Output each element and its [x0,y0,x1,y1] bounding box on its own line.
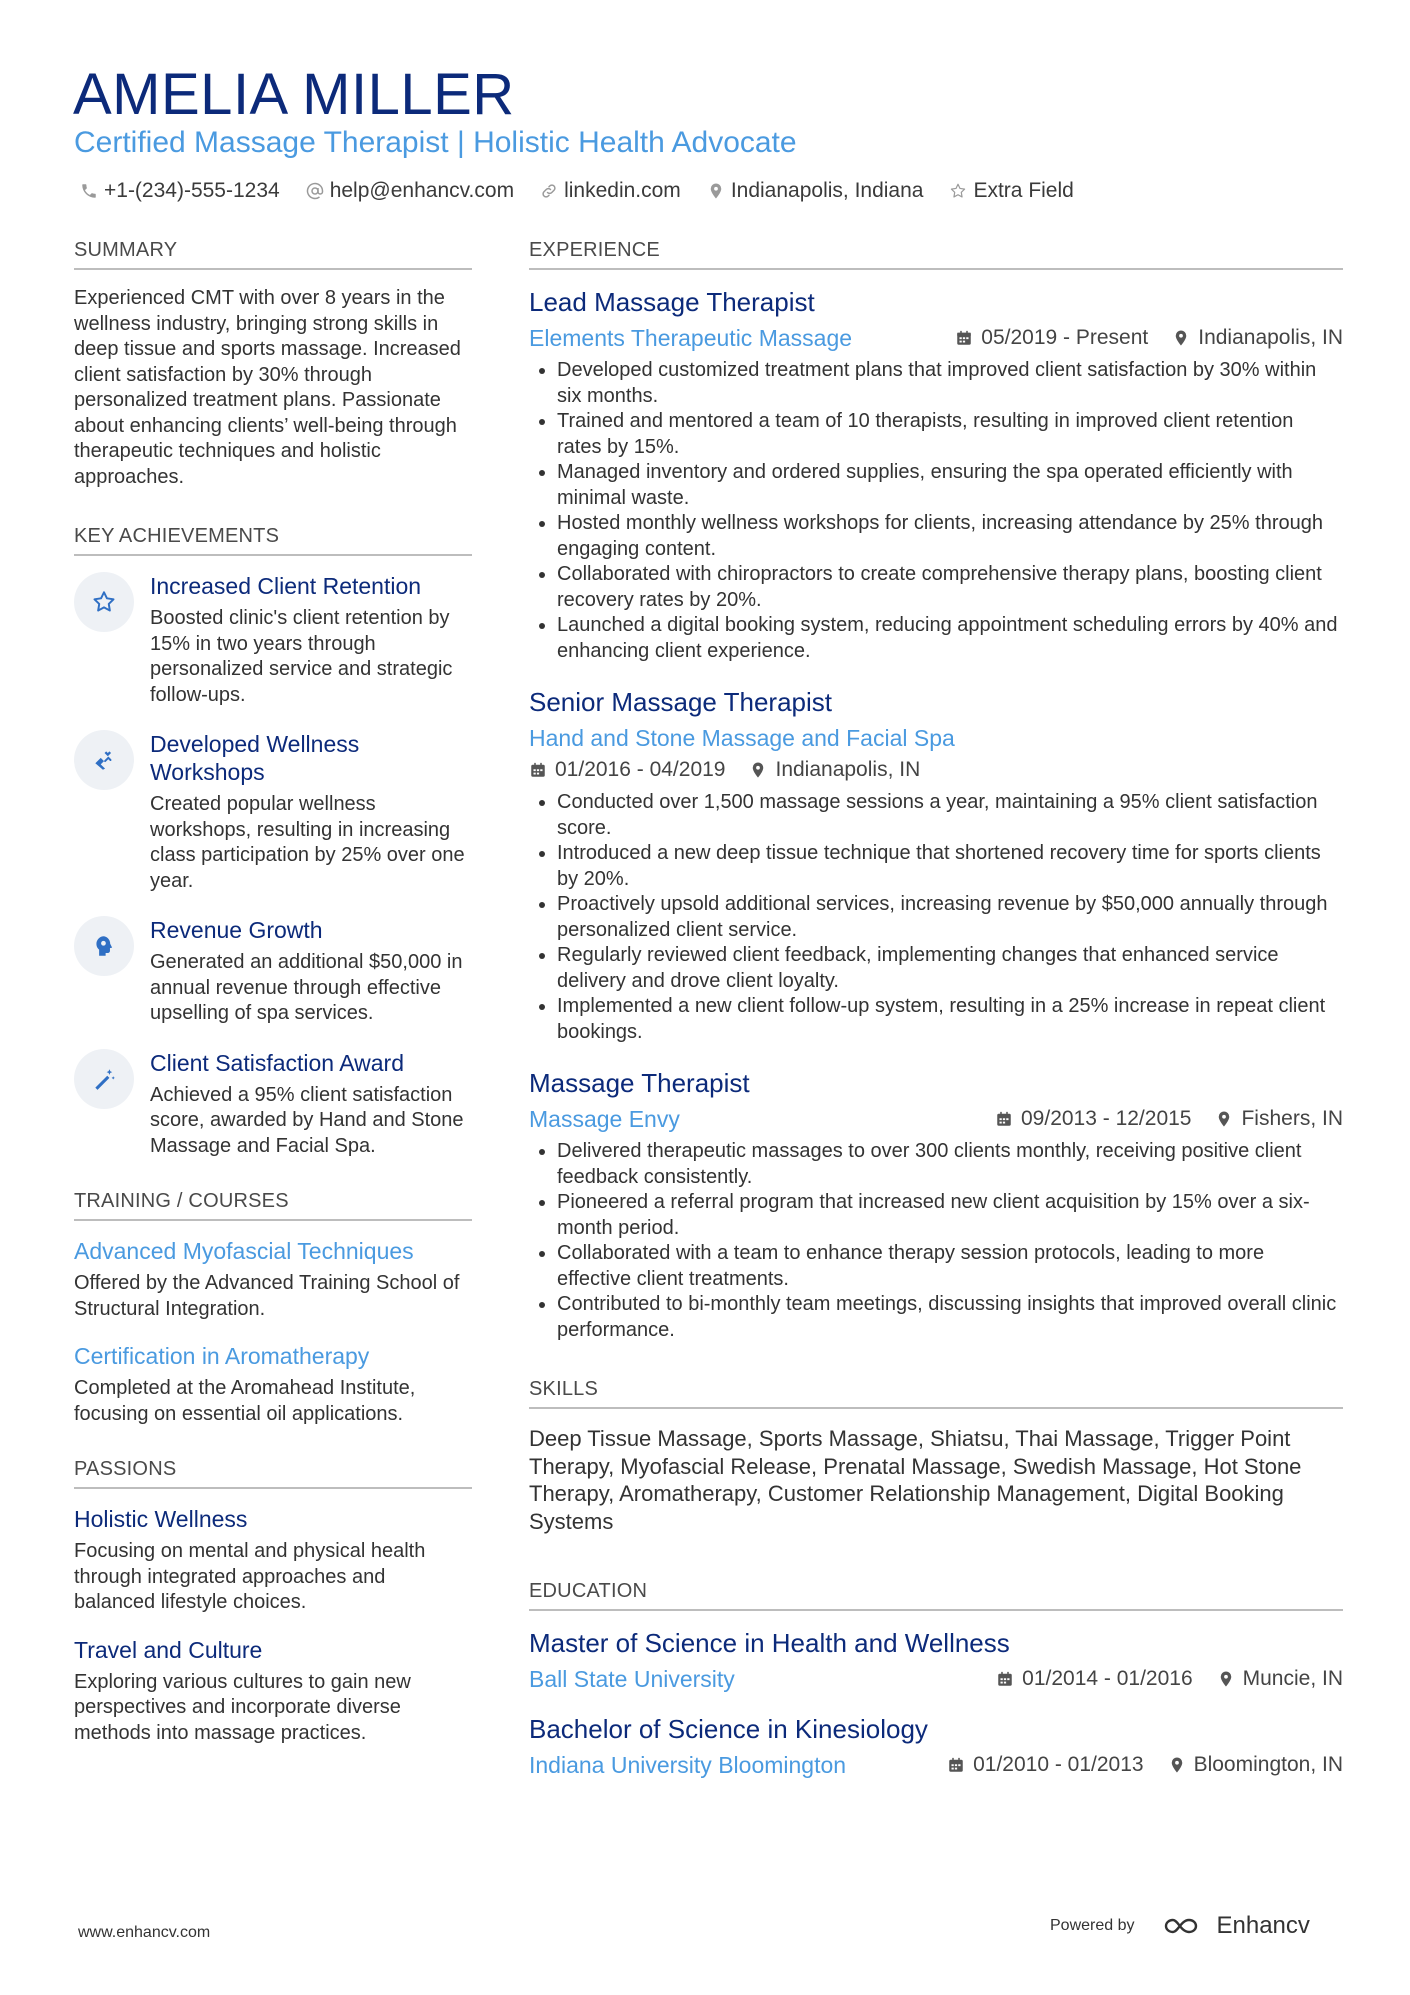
star-icon [91,589,117,615]
job-company: Hand and Stone Massage and Facial Spa [529,725,955,751]
job-meta [995,1103,1343,1135]
skills-section [529,1377,1343,1535]
passions-heading: PASSIONS [74,1457,472,1489]
contact-email-text: help@enhancv.com [329,179,515,202]
job-location-text: Indianapolis, IN [1198,326,1343,349]
job-company: Elements Therapeutic Massage [529,325,853,351]
achievement-text: Generated an additional $50,000 in annual revenue through effective upselling of spa services. [150,951,463,1024]
achievement-text: Created popular wellness workshops, resulting in increasing class participation by 25% over one year. [150,793,465,892]
achievement-item [74,916,472,1027]
job-location-text: Indianapolis, IN [775,758,921,781]
job-meta [529,754,920,786]
link-icon [540,182,558,200]
education-degree: Master of Science in Health and Wellness [529,1628,1010,1658]
education-school: Indiana University Bloomington [529,1752,847,1778]
contact-location [707,179,924,203]
job-entry [529,686,1343,1045]
left-column [74,238,472,1780]
course-text: Offered by the Advanced Training School of Structural Integration. [74,1272,460,1320]
achievement-icon-wrap [74,572,134,632]
achievement-icon-wrap [74,916,134,976]
job-bullet: • Conducted over 1,500 massage sessions a year, maintaining a 95% client satisfaction score. [557,790,1343,841]
head-brain-icon [91,933,117,959]
summary-heading: SUMMARY [74,238,472,270]
job-dates [529,754,725,786]
passion-item [74,1636,472,1747]
job-bullet: • Delivered therapeutic massages to over 300 clients monthly, receiving positive client feedback consistently. [557,1139,1343,1190]
job-bullets [529,1139,1343,1343]
achievements-heading: KEY ACHIEVEMENTS [74,524,472,556]
summary-text: Experienced CMT with over 8 years in the wellness industry, bringing strong skills in deep tissue and sports massage. Increased client satisfaction by 30% through personalized treatment plans. Passionate about enhancing clients’ well-being through therapeutic techniques and holistic approaches. [74,287,461,488]
phone-icon [80,182,98,200]
job-bullet: • Proactively upsold additional services, increasing revenue by $50,000 annually through personalized client service. [557,892,1343,943]
achievements-section [74,524,472,1159]
job-bullet: • Collaborated with chiropractors to create comprehensive therapy plans, boosting client recovery rates by 20%. [557,562,1343,613]
job-location [749,754,920,786]
job-dates-text: 09/2013 - 12/2015 [1021,1107,1192,1130]
job-bullet: • Launched a digital booking system, reducing appointment scheduling errors by 40% and enhancing client experience. [557,613,1343,664]
job-bullet: • Regularly reviewed client feedback, implementing changes that enhanced service delivery and drove client loyalty. [557,943,1343,994]
education-section [529,1579,1343,1781]
passion-text: Focusing on mental and physical health through integrated approaches and balanced lifestyle choices. [74,1540,426,1613]
job-bullets [529,790,1343,1045]
experience-section [529,238,1343,1343]
right-column [529,238,1343,1815]
education-dates [947,1749,1143,1781]
candidate-headline: Certified Massage Therapist | Holistic Health Advocate [74,126,797,159]
job-dates [995,1103,1191,1135]
education-info-row [529,1663,1343,1695]
job-bullet: • Managed inventory and ordered supplies, ensuring the spa operated efficiently with minimal waste. [557,460,1343,511]
job-location-text: Fishers, IN [1241,1107,1343,1130]
footer-branding [1050,1912,1310,1940]
candidate-name: AMELIA MILLER [73,62,515,127]
job-title: Senior Massage Therapist [529,687,833,717]
job-bullet: • Introduced a new deep tissue technique that shortened recovery time for sports clients by 20%. [557,841,1343,892]
achievement-icon-wrap [74,1049,134,1109]
job-entry [529,1067,1343,1343]
achievement-item [74,572,472,708]
education-location [1217,1663,1343,1695]
education-location-text: Muncie, IN [1242,1667,1343,1690]
course-title: Certification in Aromatherapy [74,1343,370,1369]
contact-linkedin-text: linkedin.com [564,179,681,202]
job-bullet: • Trained and mentored a team of 10 therapists, resulting in improved client retention rates by 15%. [557,409,1343,460]
education-entry [529,1627,1343,1695]
achievement-title: Revenue Growth [150,917,323,943]
job-entry [529,286,1343,664]
education-dates-text: 01/2010 - 01/2013 [973,1753,1144,1776]
job-bullet: • Contributed to bi-monthly team meetings, discussing insights that improved overall clinic performance. [557,1292,1343,1343]
calendar-icon [996,1670,1014,1688]
passions-section [74,1457,472,1746]
calendar-icon [947,1756,965,1774]
job-bullet: • Collaborated with a team to enhance therapy session protocols, leading to more effective client treatments. [557,1241,1343,1292]
summary-section [74,238,472,490]
education-dates-text: 01/2014 - 01/2016 [1022,1667,1193,1690]
course-title: Advanced Myofascial Techniques [74,1238,414,1264]
passion-text: Exploring various cultures to gain new perspectives and incorporate diverse methods into massage practices. [74,1670,411,1744]
contact-extra-text: Extra Field [973,179,1074,202]
job-meta [955,322,1343,354]
contact-bar [80,176,1074,206]
experience-heading: EXPERIENCE [529,238,1343,270]
achievement-title: Increased Client Retention [150,573,422,599]
education-location [1168,1749,1343,1781]
magic-wand-icon [91,1066,117,1092]
infinity-logo-icon [1161,1914,1205,1938]
education-degree: Bachelor of Science in Kinesiology [529,1714,928,1744]
job-dates-text: 05/2019 - Present [981,326,1149,349]
job-info-row [529,1103,1343,1135]
training-heading: TRAINING / COURSES [74,1189,472,1221]
hand-heart-icon [91,747,117,773]
education-location-text: Bloomington, IN [1193,1753,1343,1776]
contact-email[interactable] [306,179,514,203]
job-company: Massage Envy [529,1106,680,1132]
training-section [74,1189,472,1427]
job-location [1172,322,1343,354]
passion-title: Holistic Wellness [74,1506,248,1532]
calendar-icon [995,1110,1013,1128]
education-school: Ball State University [529,1666,735,1692]
contact-linkedin[interactable] [540,179,681,203]
achievement-item [74,730,472,894]
brand-logo[interactable] [1161,1912,1310,1940]
job-bullet: • Developed customized treatment plans that improved client satisfaction by 30% within six months. [557,358,1343,409]
education-meta [947,1749,1343,1781]
job-dates [955,322,1148,354]
education-entry [529,1713,1343,1781]
contact-phone-text: +1-(234)-555-1234 [104,179,280,202]
passion-title: Travel and Culture [74,1636,263,1663]
location-icon [1172,329,1190,347]
brand-name: Enhancv [1216,1912,1310,1939]
location-icon [1215,1110,1233,1128]
job-bullet: • Pioneered a referral program that increased new client acquisition by 15% over a six-month period. [557,1190,1343,1241]
job-bullets [529,358,1343,664]
achievement-title: Client Satisfaction Award [150,1049,404,1076]
location-icon [707,182,725,200]
passion-item [74,1505,472,1616]
contact-location-text: Indianapolis, Indiana [730,179,924,202]
contact-phone[interactable] [80,179,280,203]
achievement-item [74,1049,472,1160]
job-title: Massage Therapist [529,1068,750,1098]
skills-text: Deep Tissue Massage, Sports Massage, Shiatsu, Thai Massage, Trigger Point Therapy, Myofascial Release, Prenatal Massage, Swedish Massage, Hot Stone Therapy, Aromatherapy, Customer Relationship Management, Digital Booking Systems [529,1426,1302,1534]
job-dates-text: 01/2016 - 04/2019 [555,758,726,781]
star-icon [949,182,967,200]
course-item [74,1342,472,1427]
powered-by-label: Powered by [1050,1917,1135,1934]
job-title: Lead Massage Therapist [529,287,815,317]
location-icon [749,761,767,779]
job-info-row [529,722,1343,786]
job-info-row [529,322,1343,354]
location-icon [1217,1670,1235,1688]
job-bullet: • Implemented a new client follow-up system, resulting in a 25% increase in repeat client bookings. [557,994,1343,1045]
achievement-title: Developed Wellness Workshops [150,731,360,785]
achievement-text: Achieved a 95% client satisfaction score, awarded by Hand and Stone Massage and Facial Spa. [150,1083,464,1157]
achievement-icon-wrap [74,730,134,790]
calendar-icon [955,329,973,347]
job-bullet: • Hosted monthly wellness workshops for clients, increasing attendance by 25% through engaging content. [557,511,1343,562]
skills-heading: SKILLS [529,1377,1343,1409]
job-location [1215,1103,1343,1135]
at-icon [306,182,324,200]
location-icon [1168,1756,1186,1774]
footer-website[interactable]: www.enhancv.com [78,1924,211,1941]
course-item [74,1237,472,1322]
education-heading: EDUCATION [529,1579,1343,1611]
contact-extra [949,179,1073,203]
education-info-row [529,1749,1343,1781]
education-dates [996,1663,1192,1695]
education-meta [996,1663,1343,1695]
calendar-icon [529,761,547,779]
course-text: Completed at the Aromahead Institute, focusing on essential oil applications. [74,1377,416,1425]
achievement-text: Boosted clinic's client retention by 15% in two years through personalized service and strategic follow-ups. [150,607,453,706]
